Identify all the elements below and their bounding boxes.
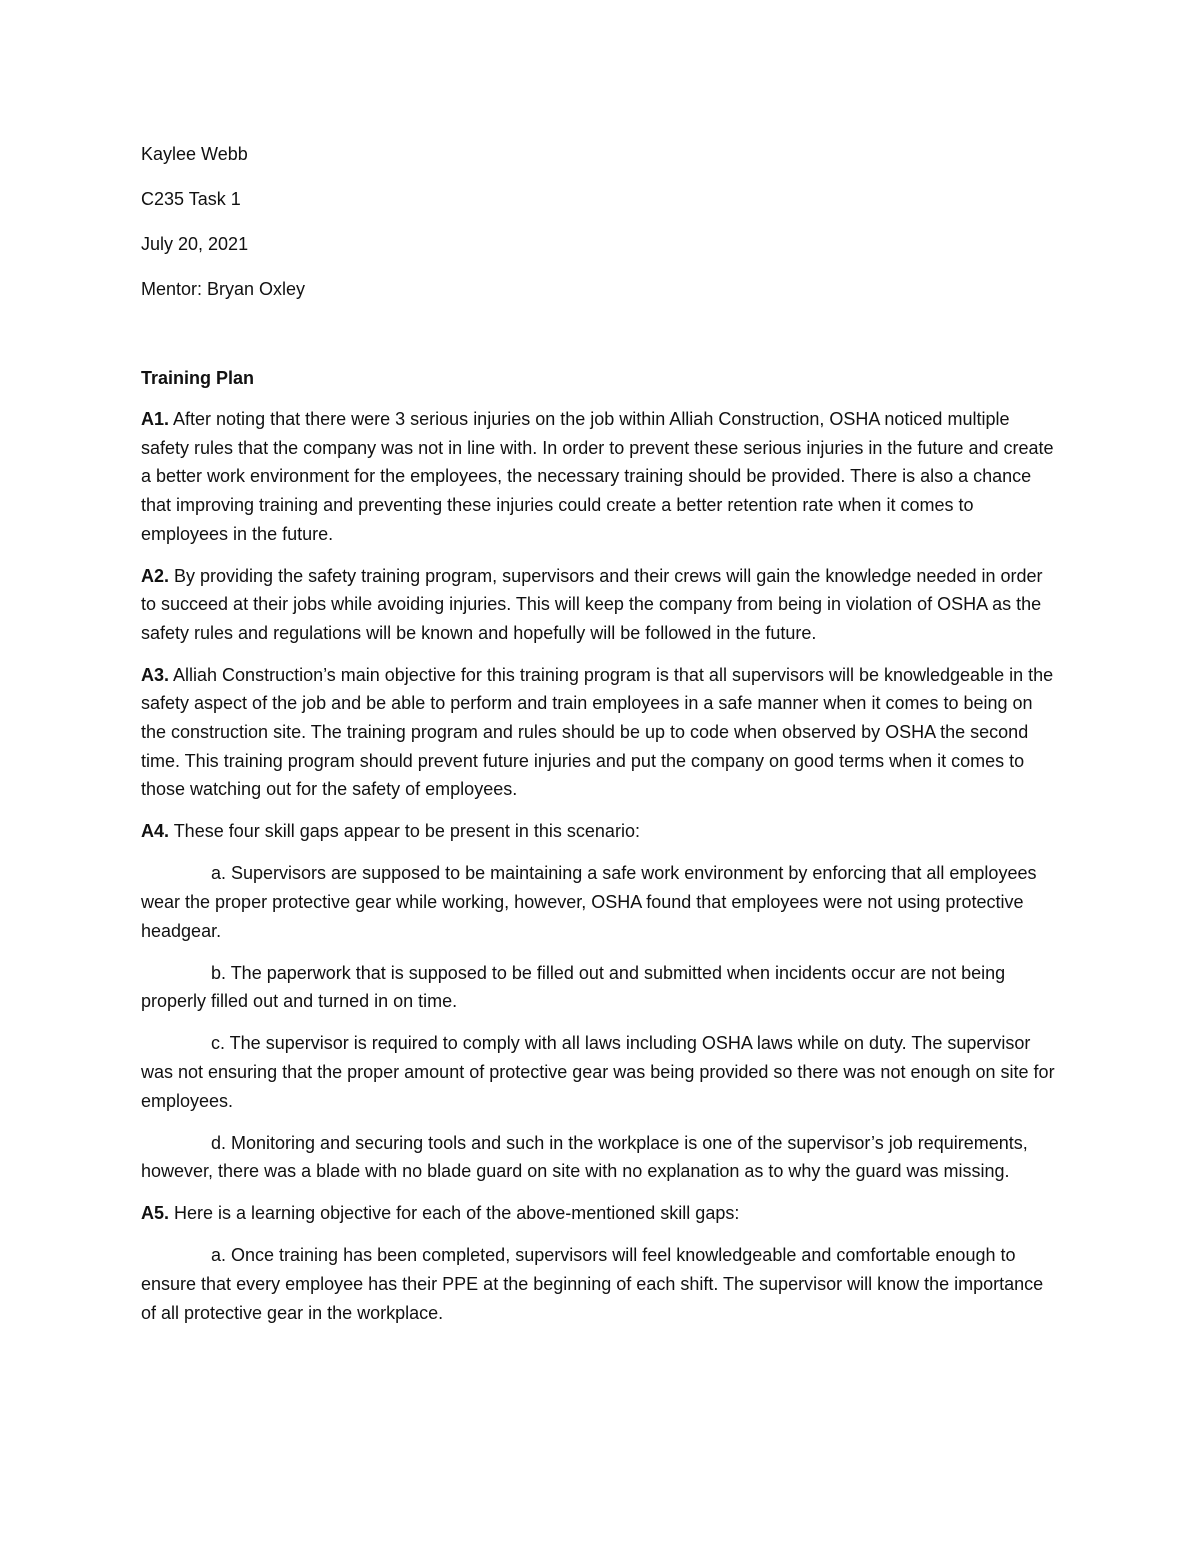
skill-gap-a: a. Supervisors are supposed to be maintaining a safe work environment by enforcing that all employees wear the proper protective gear while working, however, OSHA found that employees were not using protective headgear. <box>141 863 1037 941</box>
section-a5-label: A5. <box>141 1203 170 1224</box>
section-a1 <box>141 405 1061 548</box>
section-a1-text: After noting that there were 3 serious injuries on the job within Alliah Construction, OSHA noticed multiple safety rules that the company was not in line with. In order to prevent these serious injuries in the future and create a better work environment for the employees, the necessary training should be provided. There is also a chance that improving training and preventing these injuries could create a better retention rate when it comes to employees in the future. <box>141 409 1054 544</box>
section-a4 <box>141 817 1061 846</box>
section-a3 <box>141 661 1061 804</box>
document-title: Training Plan <box>141 367 255 388</box>
section-a3-label: A3. <box>141 664 170 685</box>
section-a1-label: A1. <box>141 409 170 430</box>
mentor-line: Mentor: Bryan Oxley <box>141 278 306 299</box>
skill-gap-d: d. Monitoring and securing tools and such in the workplace is one of the supervisor’s job requirements, however, there was a blade with no blade guard on site with no explanation as to why the guard was missing. <box>141 1132 1028 1182</box>
section-a4-text: These four skill gaps appear to be present in this scenario: <box>169 821 640 842</box>
section-a2-text: By providing the safety training program, supervisors and their crews will gain the knowledge needed in order to succeed at their jobs while avoiding injuries. This will keep the company from being in violation of OSHA as the safety rules and regulations will be known and hopefully will be followed in the future. <box>141 565 1043 643</box>
document-body <box>141 140 1061 1341</box>
section-a5 <box>141 1199 1061 1228</box>
course-task: C235 Task 1 <box>141 188 241 209</box>
section-a5-text: Here is a learning objective for each of the above-mentioned skill gaps: <box>169 1203 740 1224</box>
section-a2 <box>141 562 1061 648</box>
section-a2-label: A2. <box>141 565 170 586</box>
skill-gap-c: c. The supervisor is required to comply with all laws including OSHA laws while on duty. The supervisor was not ensuring that the proper amount of protective gear was being provided so there was not enough on site for employees. <box>141 1033 1055 1111</box>
author-name: Kaylee Webb <box>141 144 248 164</box>
skill-gap-b: b. The paperwork that is supposed to be filled out and submitted when incidents occur are not being properly filled out and turned in on time. <box>141 962 1006 1012</box>
learning-objective-a: a. Once training has been completed, supervisors will feel knowledgeable and comfortable enough to ensure that every employee has their PPE at the beginning of each shift. The supervisor will know the importance of all protective gear in the workplace. <box>141 1245 1044 1323</box>
section-a4-label: A4. <box>141 821 170 842</box>
section-a3-text: Alliah Construction’s main objective for this training program is that all supervisors will be knowledgeable in the safety aspect of the job and be able to perform and train employees in a safe manner when it comes to being on the construction site. The training program and rules should be up to code when observed by OSHA the second time. This training program should prevent future injuries and put the company on good terms when it comes to those watching out for the safety of employees. <box>141 664 1054 800</box>
document-date: July 20, 2021 <box>141 233 249 254</box>
